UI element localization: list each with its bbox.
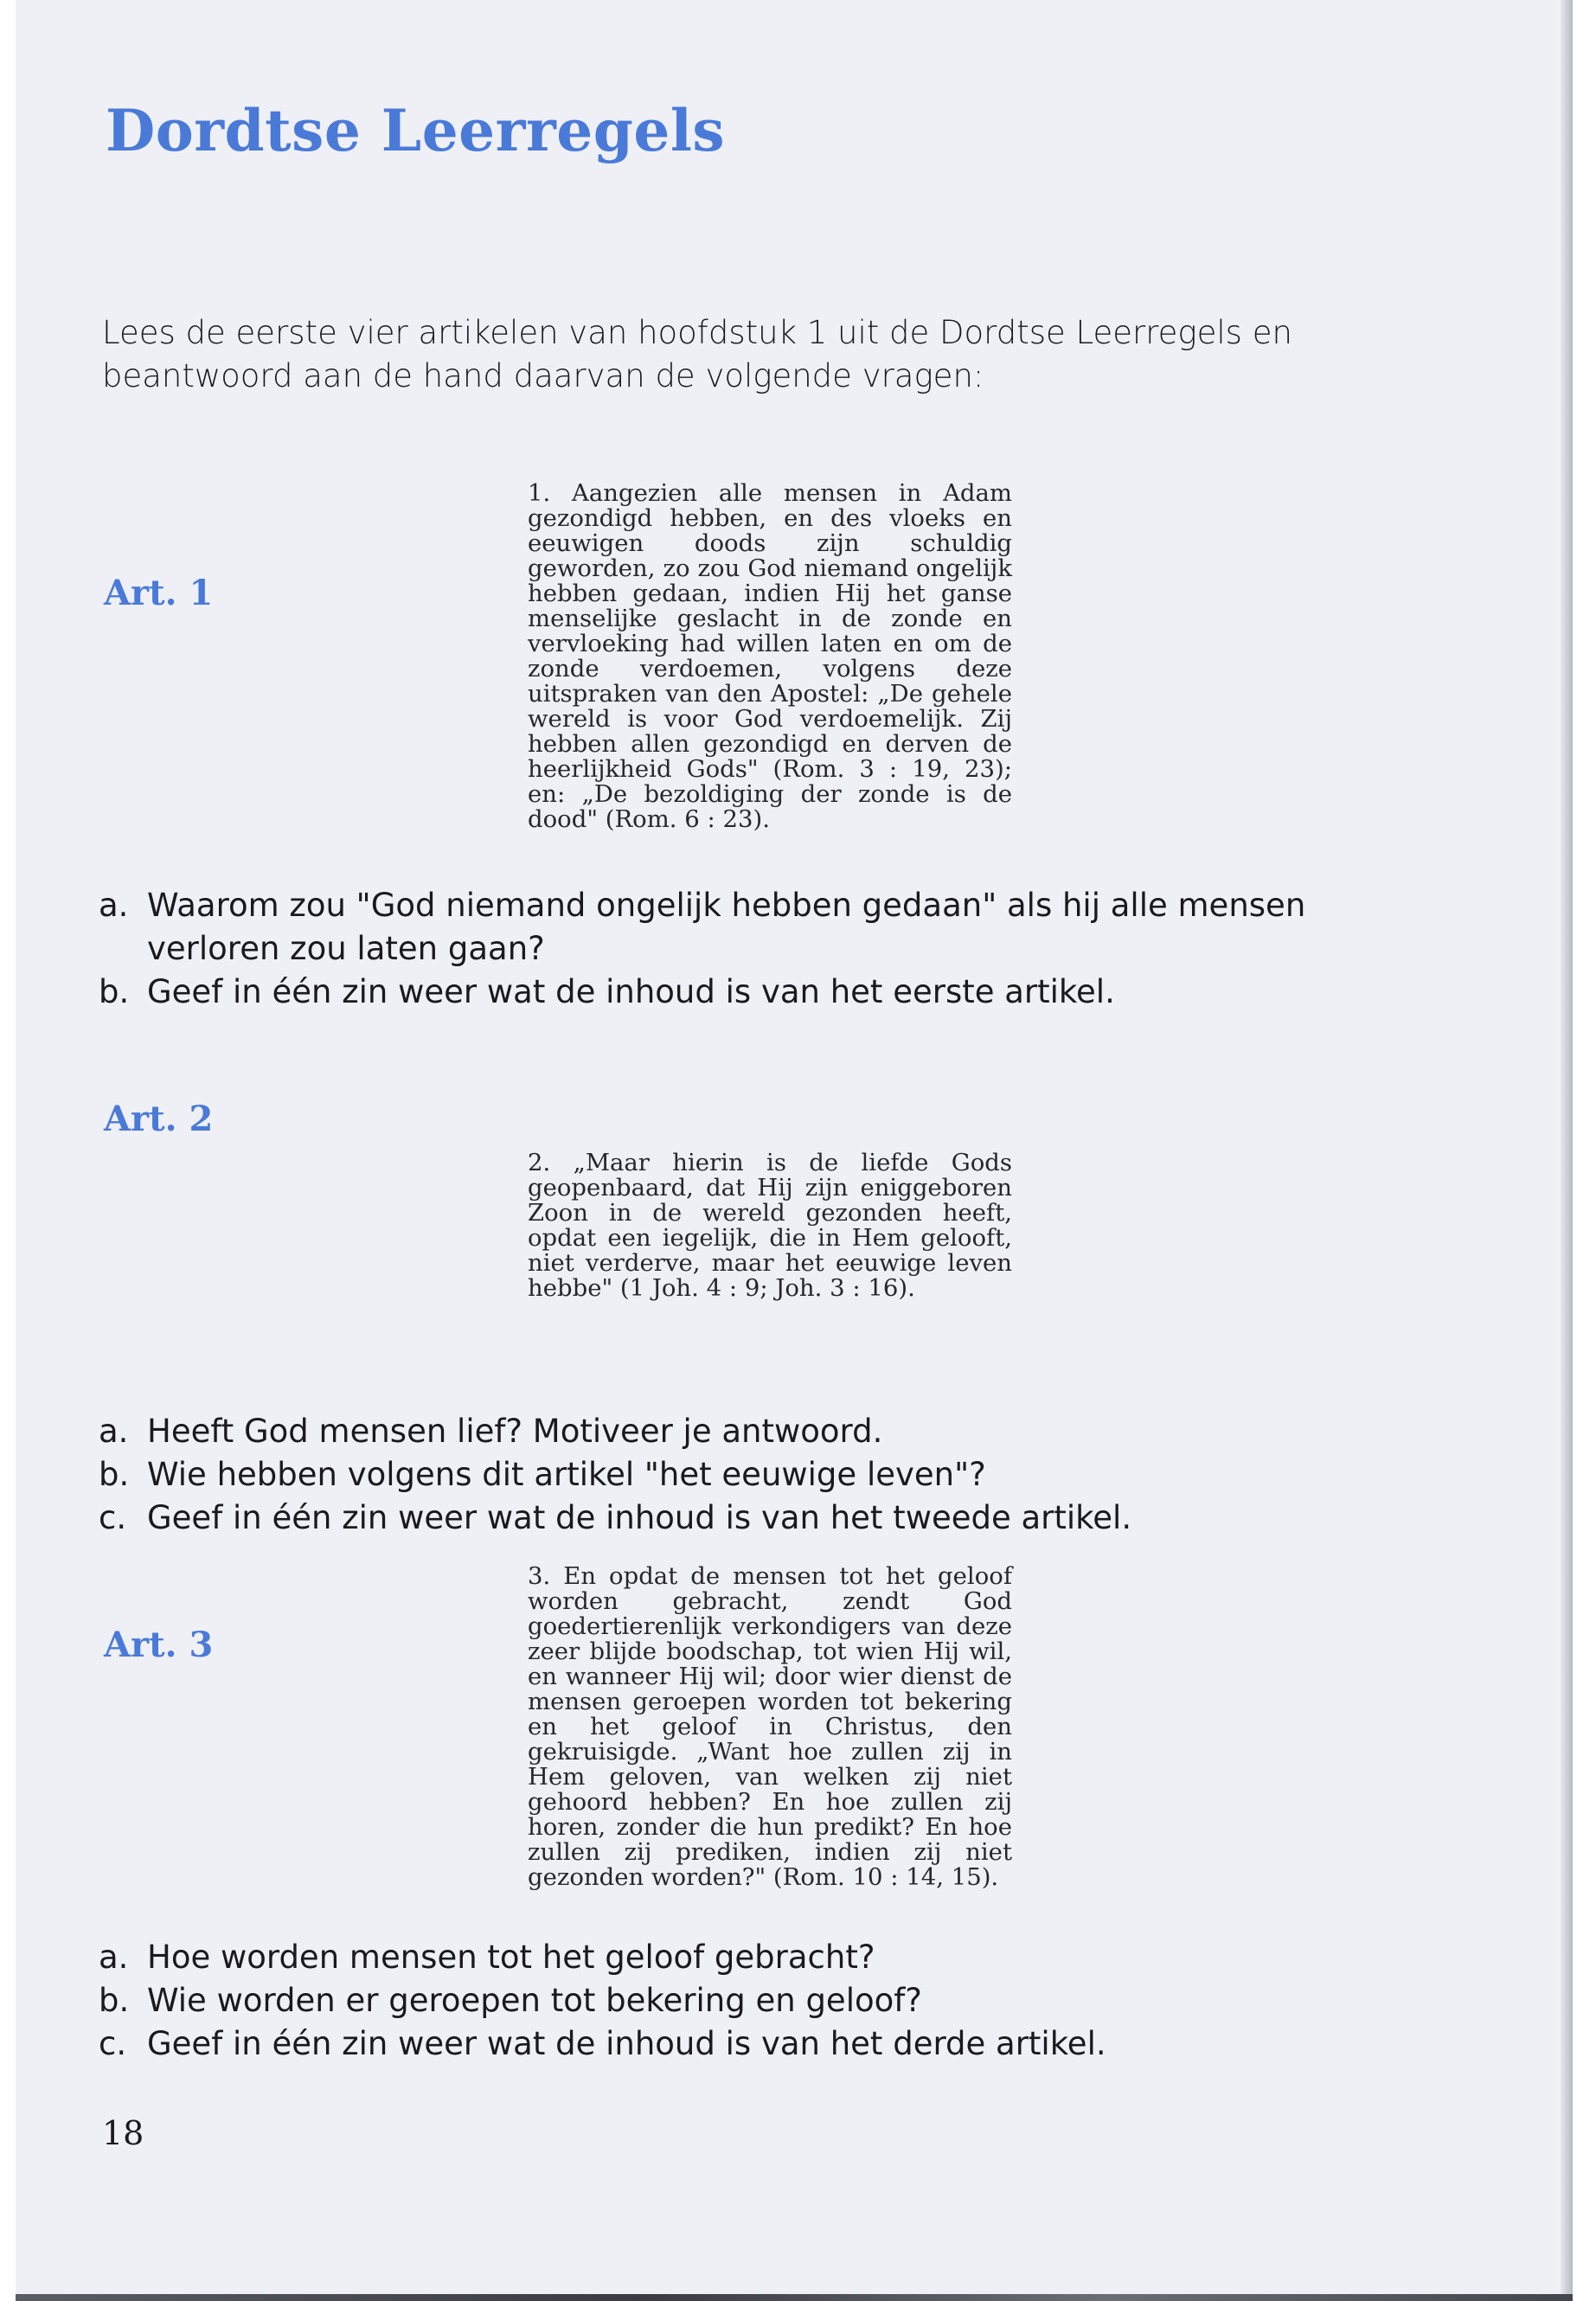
question-letter: b. (99, 973, 130, 1010)
article-3-quote: 3. En opdat de mensen tot het geloof worden gebracht, zendt God goedertierenlijk verkondigers van deze zeer blijde boodschap, tot wien Hij wil, en wanneer Hij wil; door wier dienst de mensen geroepen worden tot bekering en het geloof in Christus, den gekruisigde. „Want hoe zullen zij in Hem geloven, van welken zij niet gehoord hebben? En hoe zullen zij horen, zonder die hun predikt? En hoe zullen zij prediken, indien zij niet gezonden worden?" (Rom. 10 : 14, 15). (528, 1562, 1012, 1891)
question-letter: a. (99, 1413, 129, 1450)
book-page (16, 0, 1573, 2294)
question-letter: a. (99, 1939, 129, 1976)
page-spine-shadow (1561, 0, 1573, 2294)
intro-paragraph: Lees de eerste vier artikelen van hoofdstuk 1 uit de Dordtse Leerregels en beantwoord aan de hand daarvan de volgende vragen: (102, 314, 1292, 394)
article-2-quote: 2. „Maar hierin is de liefde Gods geopenbaard, dat Hij zijn eniggeboren Zoon in de wereld gezonden heeft, opdat een iegelijk, die in Hem gelooft, niet verderve, maar het eeuwige leven hebbe" (1 Joh. 4 : 9; Joh. 3 : 16). (528, 1149, 1012, 1302)
page-bottom-edge (16, 2294, 1573, 2301)
question-letter: c. (99, 2025, 127, 2062)
question-text: Heeft God mensen lief? Motiveer je antwoord. (147, 1413, 883, 1450)
question-letter: c. (99, 1499, 127, 1536)
article-3-label: Art. 3 (104, 1625, 214, 1665)
article-1-label: Art. 1 (104, 573, 214, 613)
question-text: Hoe worden mensen tot het geloof gebracht? (147, 1939, 875, 1976)
article-2-label: Art. 2 (104, 1099, 214, 1139)
question-text: Wie worden er geroepen tot bekering en geloof? (147, 1982, 922, 2019)
question-text: Geef in één zin weer wat de inhoud is van het tweede artikel. (147, 1499, 1132, 1536)
question-text: Waarom zou "God niemand ongelijk hebben gedaan" als hij alle mensen verloren zou laten gaan? (147, 887, 1306, 967)
question-text: Geef in één zin weer wat de inhoud is van het eerste artikel. (147, 973, 1115, 1010)
question-letter: a. (99, 887, 129, 924)
article-1-quote: 1. Aangezien alle mensen in Adam gezondigd hebben, en des vloeks en eeuwigen doods zijn schuldig geworden, zo zou God niemand ongelijk hebben gedaan, indien Hij het ganse menselijke geslacht in de zonde en vervloeking had willen laten en om de zonde verdoemen, volgens deze uitspraken van den Apostel: „De gehele wereld is voor God verdoemelijk. Zij hebben allen gezondigd en derven de heerlijkheid Gods" (Rom. 3 : 19, 23); en: „De bezoldiging der zonde is de dood" (Rom. 6 : 23). (528, 479, 1012, 833)
question-text: Wie hebben volgens dit artikel "het eeuwige leven"? (147, 1456, 986, 1493)
question-text: Geef in één zin weer wat de inhoud is van het derde artikel. (147, 2025, 1106, 2062)
page-title: Dordtse Leerregels (106, 97, 726, 164)
question-letter: b. (99, 1982, 130, 2019)
page-number: 18 (102, 2114, 144, 2152)
question-letter: b. (99, 1456, 130, 1493)
